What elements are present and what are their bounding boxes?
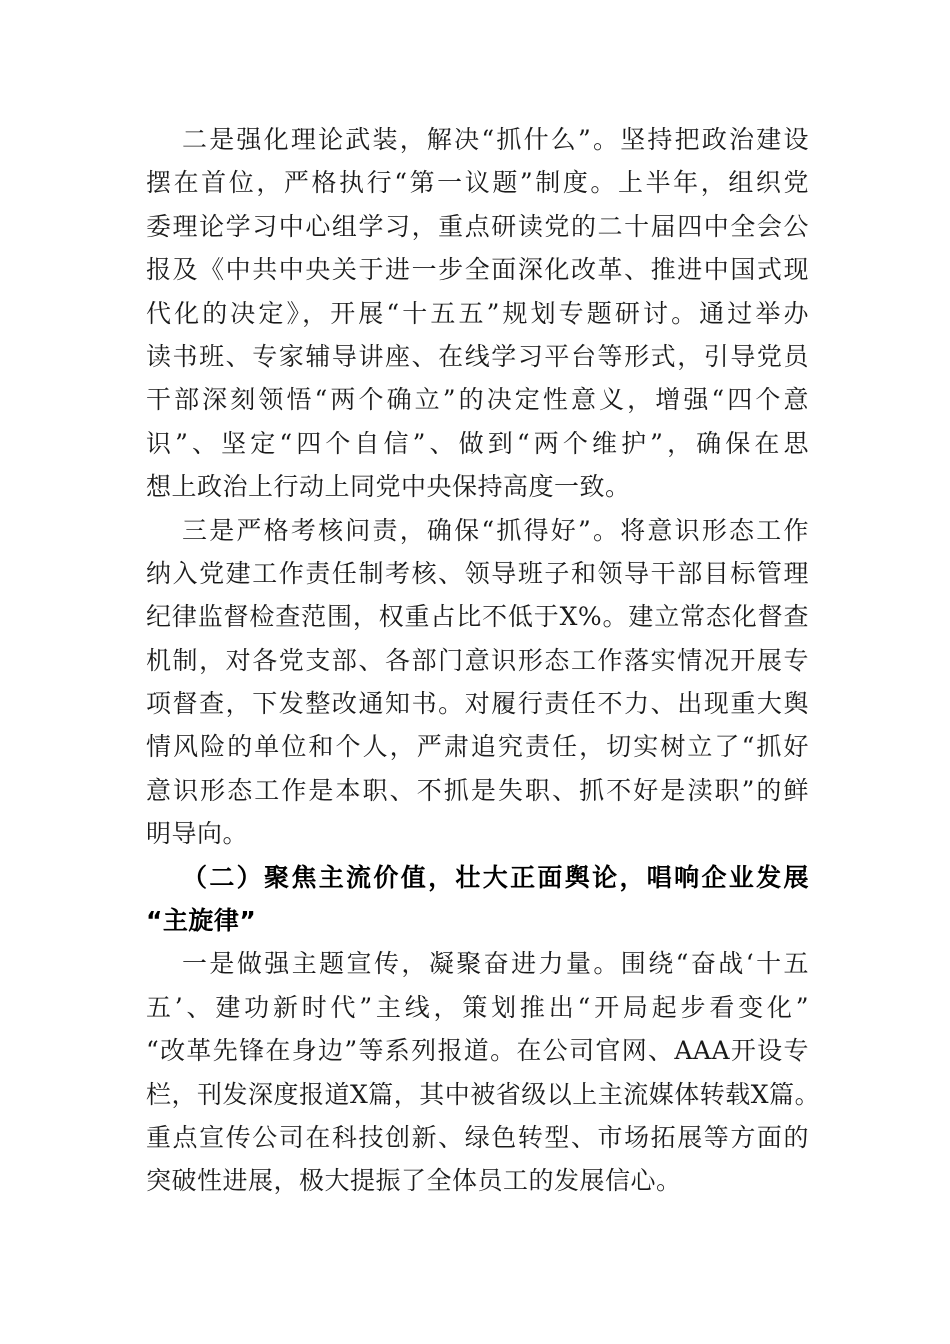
paragraph-theory-arming: [146, 118, 809, 509]
paragraph-assessment-accountability: [146, 509, 809, 856]
paragraph-line: 识”、坚定“四个自信”、做到“两个维护”，确保在思: [146, 428, 809, 458]
paragraph-line: 摆在首位，严格执行“第一议题”制度。上半年，组织党: [146, 168, 809, 198]
paragraph-line: 五’、建功新时代”主线，策划推出“开局起步看变化”: [146, 992, 809, 1022]
paragraph-line: 三是严格考核问责，确保“抓得好”。将意识形态工作: [182, 515, 809, 545]
paragraph-line: 二是强化理论武装，解决“抓什么”。坚持把政治建设: [182, 125, 809, 154]
paragraph-line: 项督查，下发整改通知书。对履行责任不力、出现重大舆: [146, 689, 809, 719]
paragraph-line: 委理论学习中心组学习，重点研读党的二十届四中全会公: [146, 211, 809, 241]
paragraph-line: 纳入党建工作责任制考核、领导班子和领导干部目标管理: [146, 558, 809, 588]
paragraph-line: 栏，刊发深度报道X篇，其中被省级以上主流媒体转载X篇。: [146, 1079, 821, 1109]
section-heading: [146, 856, 809, 943]
paragraph-line: 意识形态工作是本职、不抓是失职、抓不好是渎职”的鲜: [146, 775, 809, 805]
paragraph-line: 重点宣传公司在科技创新、绿色转型、市场拓展等方面的: [146, 1122, 809, 1152]
paragraph-line: 纪律监督检查范围，权重占比不低于X%。建立常态化督查: [146, 602, 809, 632]
paragraph-line: “改革先锋在身边”等系列报道。在公司官网、AAA开设专: [146, 1036, 809, 1066]
heading-line: “主旋律”: [146, 906, 257, 936]
paragraph-line: 情风险的单位和个人，严肃追究责任，切实树立了“抓好: [146, 732, 809, 762]
paragraph-line: 突破性进展，极大提振了全体员工的发展信心。: [146, 1166, 682, 1196]
paragraph-line: 明导向。: [146, 819, 249, 849]
document-page: [146, 118, 821, 1203]
paragraph-line: 机制，对各党支部、各部门意识形态工作落实情况开展专: [146, 645, 809, 675]
paragraph-line: 一是做强主题宣传，凝聚奋进力量。围绕“奋战‘十五: [182, 949, 809, 979]
heading-line: （二）聚焦主流价值，壮大正面舆论，唱响企业发展: [182, 862, 809, 892]
paragraph-line: 报及《中共中央关于进一步全面深化改革、推进中国式现: [146, 255, 809, 285]
paragraph-theme-publicity: [146, 942, 821, 1202]
paragraph-line: 读书班、专家辅导讲座、在线学习平台等形式，引导党员: [146, 341, 809, 371]
paragraph-line: 干部深刻领悟“两个确立”的决定性意义，增强“四个意: [146, 385, 809, 415]
paragraph-line: 代化的决定》，开展“十五五”规划专题研讨。通过举办: [146, 298, 809, 328]
paragraph-line: 想上政治上行动上同党中央保持高度一致。: [146, 472, 631, 502]
